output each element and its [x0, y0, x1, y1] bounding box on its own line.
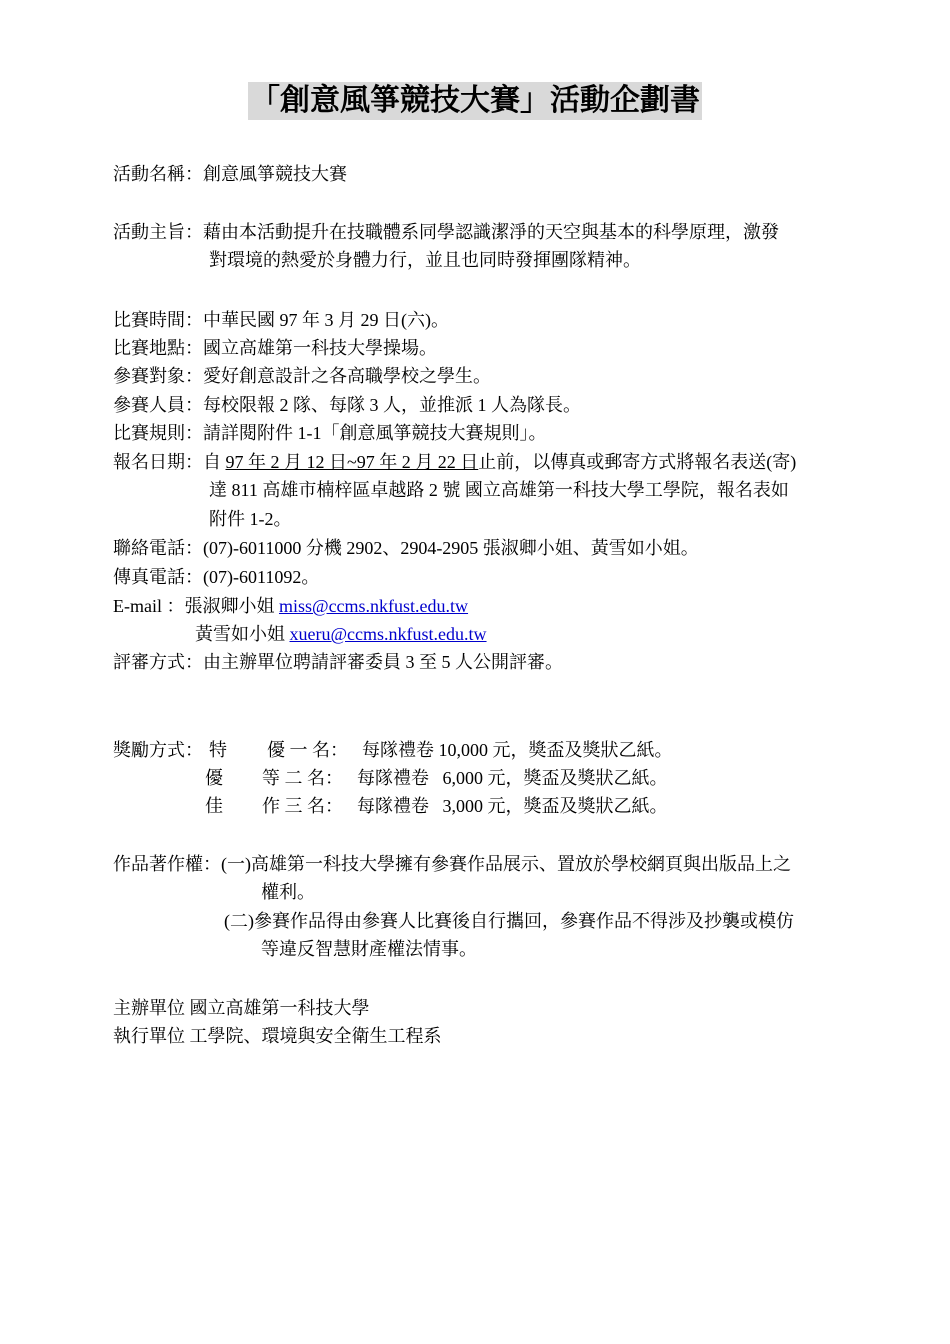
executor-label: 執行單位 — [113, 1026, 185, 1046]
copyright-row — [113, 850, 791, 878]
email-row — [113, 592, 468, 620]
copyright-item1-line2: 權利。 — [261, 882, 315, 902]
time-value: 中華民國 97 年 3 月 29 日(六)。 — [203, 310, 449, 330]
organizer-label: 主辦單位 — [113, 998, 185, 1018]
judging-value: 由主辦單位聘請評審委員 3 至 5 人公開評審。 — [203, 652, 563, 672]
email-label: E-mail ： — [113, 596, 185, 616]
rules-value: 請詳閱附件 1-1「創意風箏競技大賽規則」。 — [203, 423, 547, 443]
registration-line3: 附件 1-2。 — [209, 509, 292, 529]
award-prize: 每隊禮卷 6,000 元，獎盃及獎狀乙紙。 — [357, 768, 668, 788]
copyright-item2-line2: 等違反智慧財產權法情事。 — [261, 939, 477, 959]
copyright-item1: (一)高雄第一科技大學擁有參賽作品展示、置放於學校網頁與出版品上之 — [221, 854, 791, 874]
phone-label: 聯絡電話： — [113, 538, 203, 558]
registration-continuation — [209, 476, 789, 504]
target-label: 參賽對象： — [113, 366, 203, 386]
fax-label: 傳真電話： — [113, 567, 203, 587]
email-contact-name: 張淑卿小姐 — [184, 596, 279, 616]
email-contact-name: 黃雪如小姐 — [195, 624, 290, 644]
target-row — [113, 362, 491, 390]
registration-line2: 達 811 高雄市楠梓區卓越路 2 號 國立高雄第一科技大學工學院，報名表如 — [209, 480, 789, 500]
registration-row — [113, 448, 796, 476]
organizer-row — [113, 994, 370, 1022]
copyright-item1-continuation — [261, 878, 315, 906]
phone-value: (07)-6011000 分機 2902、2904-2905 張淑卿小姐、黃雪如小姐。 — [203, 538, 699, 558]
copyright-item2-row — [224, 907, 794, 935]
copyright-item2: (二)參賽作品得由參賽人比賽後自行攜回，參賽作品不得涉及抄襲或模仿 — [224, 911, 794, 931]
organizer-value: 國立高雄第一科技大學 — [189, 998, 370, 1018]
purpose-label: 活動主旨： — [113, 222, 203, 242]
award-title: 優 一 名： — [267, 740, 348, 760]
awards-label: 獎勵方式： — [113, 740, 203, 760]
time-label: 比賽時間： — [113, 310, 203, 330]
place-row — [113, 334, 437, 362]
purpose-line1: 藉由本活動提升在技職體系同學認識潔淨的天空與基本的科學原理，激發 — [203, 222, 779, 242]
purpose-line2: 對環境的熱愛於身體力行，並且也同時發揮團隊精神。 — [209, 250, 641, 270]
place-value: 國立高雄第一科技大學操場。 — [203, 338, 437, 358]
registration-prefix: 自 — [203, 452, 226, 472]
purpose-continuation — [209, 246, 641, 274]
event-name-row — [113, 160, 347, 188]
award-title: 作 三 名： — [262, 796, 343, 816]
purpose-row — [113, 218, 779, 246]
registration-suffix: 止前，以傳真或郵寄方式將報名表送(寄) — [478, 452, 797, 472]
event-name-label: 活動名稱： — [113, 164, 203, 184]
title-container — [0, 82, 950, 120]
registration-dates: 97 年 2 月 12 日~97 年 2 月 22 日 — [225, 452, 479, 472]
executor-row — [113, 1022, 442, 1050]
registration-label: 報名日期： — [113, 452, 203, 472]
award-prize: 每隊禮卷 10,000 元，獎盃及獎狀乙紙。 — [362, 740, 673, 760]
executor-value: 工學院、環境與安全衛生工程系 — [189, 1026, 442, 1046]
email-link[interactable]: miss@ccms.nkfust.edu.tw — [278, 596, 469, 616]
copyright-item2-continuation — [261, 935, 477, 963]
email-row-2 — [195, 620, 487, 648]
award-title: 等 二 名： — [262, 768, 343, 788]
copyright-label: 作品著作權： — [113, 854, 221, 874]
members-row — [113, 391, 581, 419]
email-link[interactable]: xueru@ccms.nkfust.edu.tw — [289, 624, 487, 644]
target-value: 愛好創意設計之各高職學校之學生。 — [203, 366, 491, 386]
judging-label: 評審方式： — [113, 652, 203, 672]
registration-continuation-2 — [209, 505, 292, 533]
fax-row — [113, 563, 319, 591]
fax-value: (07)-6011092。 — [203, 567, 320, 587]
award-prize: 每隊禮卷 3,000 元，獎盃及獎狀乙紙。 — [357, 796, 668, 816]
award-rank: 佳 — [205, 796, 223, 816]
members-value: 每校限報 2 隊、每隊 3 人，並推派 1 人為隊長。 — [203, 395, 581, 415]
event-name-value: 創意風箏競技大賽 — [203, 164, 347, 184]
rules-row — [113, 419, 547, 447]
members-label: 參賽人員： — [113, 395, 203, 415]
judging-row — [113, 648, 563, 676]
award-rank: 特 — [209, 740, 227, 760]
phone-row — [113, 534, 699, 562]
time-row — [113, 306, 449, 334]
place-label: 比賽地點： — [113, 338, 203, 358]
award-rank: 優 — [205, 768, 223, 788]
page-title: 「創意風箏競技大賽」活動企劃書 — [250, 83, 700, 118]
rules-label: 比賽規則： — [113, 423, 203, 443]
